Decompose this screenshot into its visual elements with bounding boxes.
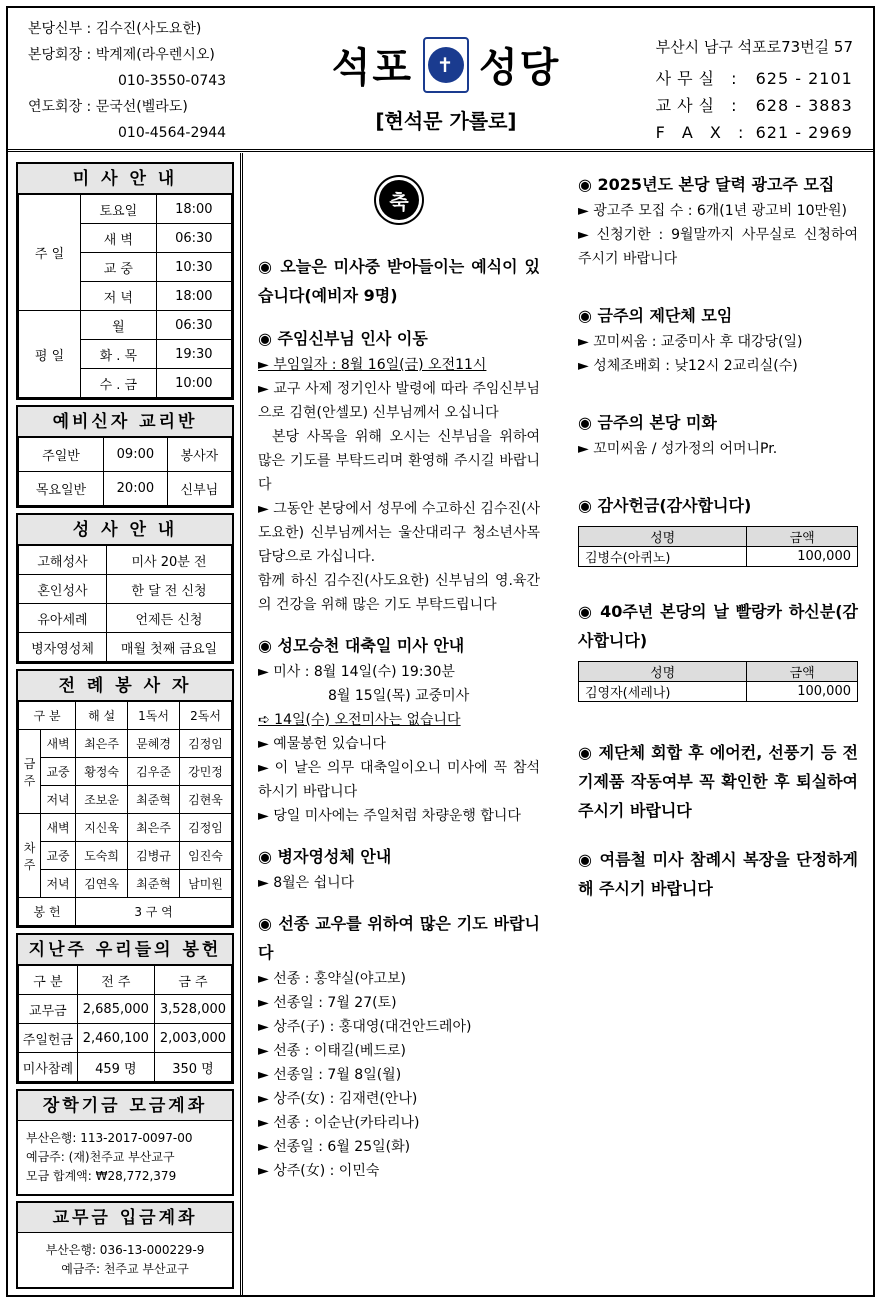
church-logo-icon: ✝ — [423, 37, 469, 93]
table-cell: 김영자(세레나) — [579, 682, 747, 702]
table-cell: 지신욱 — [76, 814, 128, 842]
table-cell: 금주 — [19, 730, 41, 814]
sunday-label: 주 일 — [19, 195, 81, 311]
office-phone: 사무실 : 625 - 2101 — [655, 69, 853, 88]
section-heading: ◉ 감사헌금(감사합니다) — [578, 496, 752, 515]
table-cell: 김정임 — [180, 730, 232, 758]
table-cell: 금액 — [747, 527, 858, 547]
table-cell: 월 — [81, 311, 157, 340]
section-rite — [258, 252, 540, 310]
section-deceased — [258, 909, 540, 1183]
section-text: ► 부임일자 : 8월 16일(금) 오전11시 — [258, 357, 487, 373]
middle-column — [258, 170, 540, 1197]
table-cell: 미사참례 — [19, 1053, 78, 1082]
table-cell: 남미원 — [180, 870, 232, 898]
table-cell: 병자영성체 — [19, 633, 107, 662]
section-text: ► 상주(女) : 이민숙 — [258, 1163, 380, 1179]
table-cell: 09:00 — [103, 438, 167, 472]
sacraments — [16, 513, 234, 664]
pastor-line: 본당신부 : 김수진(사도요한) — [28, 21, 202, 37]
section-heading: ◉ 40주년 본당의 날 빨랑카 하신분(감사합니다) — [578, 602, 858, 650]
table-cell: 10:30 — [156, 253, 231, 282]
table-cell: 저 녁 — [81, 282, 157, 311]
table-cell: 06:30 — [156, 224, 231, 253]
table-cell: 매월 첫째 금요일 — [107, 633, 232, 662]
table-cell: 교중 — [41, 758, 76, 786]
table-cell: 저녁 — [41, 870, 76, 898]
title-left: 석포 — [331, 45, 413, 91]
section-electric-notice — [578, 738, 858, 825]
table-cell: 해 설 — [76, 702, 128, 730]
table-cell: 황정숙 — [76, 758, 128, 786]
fax: F A X : 621 - 2969 — [655, 123, 853, 142]
table-cell: 금 주 — [154, 966, 231, 995]
table-cell: 봉사자 — [167, 438, 231, 472]
table-cell: 2독서 — [180, 702, 232, 730]
table-cell: 문혜경 — [128, 730, 180, 758]
table-cell: 3,528,000 — [154, 995, 231, 1024]
table-cell: 임진숙 — [180, 842, 232, 870]
table-cell: 구 분 — [19, 966, 78, 995]
section-text: ► 예물봉헌 있습니다 — [258, 736, 386, 752]
chair-phone: 010-3550-0743 — [118, 73, 227, 89]
table-cell: 한 달 전 신청 — [107, 575, 232, 604]
section-groups — [578, 301, 858, 378]
section-text: ► 그동안 본당에서 성무에 수고하신 김수진(사도요한) 신부님께서는 울산대리구 청소년사목 담당으로 가십니다. — [258, 501, 540, 565]
section-text: ➪ 14일(수) 오전미사는 없습니다 — [258, 712, 461, 728]
table-cell: 화 . 목 — [81, 340, 157, 369]
mass-table — [18, 194, 232, 398]
table-cell: 김병수(아퀴노) — [579, 547, 747, 567]
table-cell: 김현욱 — [180, 786, 232, 814]
section-text: ► 당일 미사에는 주일처럼 차량운행 합니다 — [258, 808, 521, 824]
alliance-line: 연도회장 : 문국선(벨라도) — [28, 99, 188, 115]
table-cell: 100,000 — [747, 682, 858, 702]
section-heading: ◉ 여름철 미사 참례시 복장을 단정하게 해 주시기 바랍니다 — [578, 850, 858, 898]
header-title-block — [316, 36, 576, 134]
section-text: ► 꼬미씨움 : 교중미사 후 대강당(일) — [578, 334, 803, 350]
table-cell: 교 중 — [81, 253, 157, 282]
section-text: 본당 사목을 위해 오시는 신부님을 위하여 많은 기도를 부탁드리며 환영해 주시길 바랍니다 — [258, 429, 540, 493]
section-text: ► 상주(女) : 김재련(안나) — [258, 1091, 418, 1107]
table-cell: 2,460,100 — [77, 1024, 154, 1053]
patron-subtitle: [현석문 가롤로] — [375, 109, 517, 133]
section-cleaning — [578, 408, 858, 461]
header-contacts — [28, 16, 226, 146]
table-cell: 18:00 — [156, 282, 231, 311]
edu-phone: 교사실 : 628 - 3883 — [655, 96, 853, 115]
table-cell: 강민정 — [180, 758, 232, 786]
catechumen-class — [16, 405, 234, 508]
table-cell: 차주 — [19, 814, 41, 898]
dues-holder: 예금주: 천주교 부산교구 — [61, 1262, 189, 1276]
table-cell: 김연옥 — [76, 870, 128, 898]
section-text: ► 선종 : 이태길(베드로) — [258, 1043, 406, 1059]
dues-bank: 부산은행: 036-13-000229-9 — [45, 1243, 205, 1257]
table-cell: 새벽 — [41, 814, 76, 842]
table-cell: 18:00 — [156, 195, 231, 224]
chair-line: 본당회장 : 박계제(라우렌시오) — [28, 47, 215, 63]
table-cell: 김정임 — [180, 814, 232, 842]
section-heading: ◉ 주임신부님 인사 이동 — [258, 329, 428, 348]
section-heading: ◉ 선종 교우를 위하여 많은 기도 바랍니다 — [258, 914, 540, 962]
section-text: 8월 15일(목) 교중미사 — [328, 688, 470, 704]
table-cell: 수 . 금 — [81, 369, 157, 398]
table-cell: 20:00 — [103, 472, 167, 506]
table-cell: 조보운 — [76, 786, 128, 814]
table-cell: 새벽 — [41, 730, 76, 758]
right-column — [578, 170, 858, 917]
section-sick-communion — [258, 842, 540, 895]
table-cell: 구 분 — [19, 702, 76, 730]
section-assumption — [258, 631, 540, 828]
table-cell: 19:30 — [156, 340, 231, 369]
section-text: ► 꼬미씨움 / 성가정의 어머니Pr. — [578, 441, 778, 457]
table-cell: 언제든 신청 — [107, 604, 232, 633]
address: 부산시 남구 석포로73번길 57 — [655, 38, 853, 56]
table-cell: 성명 — [579, 527, 747, 547]
section-text: ► 선종일 : 6월 25일(화) — [258, 1139, 411, 1155]
table-cell: 성명 — [579, 662, 747, 682]
section-text: ► 8월은 쉽니다 — [258, 875, 355, 891]
lastweek-title: 지난주 우리들의 봉헌 — [18, 935, 232, 965]
table-cell: 2,685,000 — [77, 995, 154, 1024]
section-palanca — [578, 597, 858, 702]
last-week-offering — [16, 933, 234, 1084]
left-column — [16, 162, 234, 1294]
table-cell: 토요일 — [81, 195, 157, 224]
table-cell: 459 명 — [77, 1053, 154, 1082]
church-title — [316, 36, 576, 93]
section-heading: ◉ 제단체 회합 후 에어컨, 선풍기 등 전기제품 작동여부 꼭 확인한 후 퇴실하여 주시기 바랍니다 — [578, 743, 858, 820]
section-text: ► 선종일 : 7월 8일(월) — [258, 1067, 402, 1083]
section-text: ► 선종일 : 7월 27(토) — [258, 995, 397, 1011]
table-cell: 도숙희 — [76, 842, 128, 870]
table-cell: 2,003,000 — [154, 1024, 231, 1053]
section-heading: ◉ 오늘은 미사중 받아들이는 예식이 있습니다(예비자 9명) — [258, 257, 540, 305]
table-cell: 새 벽 — [81, 224, 157, 253]
section-dress-notice — [578, 845, 858, 903]
header — [6, 6, 875, 152]
section-text: 함께 하신 김수진(사도요한) 신부님의 영.육간의 건강을 위해 많은 기도 부탁드립니다 — [258, 573, 540, 613]
header-phones — [656, 34, 853, 146]
table-cell: 10:00 — [156, 369, 231, 398]
scholarship-title: 장학기금 모금계좌 — [18, 1091, 232, 1121]
scholarship-bank: 부산은행: 113-2017-0097-00 — [26, 1131, 193, 1145]
title-right: 성당 — [479, 45, 561, 91]
section-heading: ◉ 성모승천 대축일 미사 안내 — [258, 636, 465, 655]
section-heading: ◉ 병자영성체 안내 — [258, 847, 392, 866]
table-cell: 교중 — [41, 842, 76, 870]
section-text: ► 미사 : 8월 14일(수) 19:30분 — [258, 664, 455, 680]
column-divider — [240, 153, 243, 1297]
table-cell: 최준혁 — [128, 786, 180, 814]
alliance-phone: 010-4564-2944 — [118, 125, 227, 141]
table-cell: 김병규 — [128, 842, 180, 870]
table-cell: 주일헌금 — [19, 1024, 78, 1053]
scholarship-total: 모금 합계액: ₩28,772,379 — [26, 1169, 177, 1183]
weekday-label: 평 일 — [19, 311, 81, 398]
section-text: ► 상주(子) : 홍대영(대건안드레아) — [258, 1019, 472, 1035]
table-cell: 김우준 — [128, 758, 180, 786]
mass-title: 미 사 안 내 — [18, 164, 232, 194]
table-cell: 최은주 — [128, 814, 180, 842]
scholarship-holder: 예금주: (재)천주교 부산교구 — [26, 1150, 175, 1164]
section-text: ► 선종 : 이순난(카타리나) — [258, 1115, 420, 1131]
celebration-seal-icon: 축 — [369, 170, 429, 230]
dues-title: 교무금 입금계좌 — [18, 1203, 232, 1233]
table-cell: 금액 — [747, 662, 858, 682]
table-cell: 혼인성사 — [19, 575, 107, 604]
section-text: ► 선종 : 홍약실(야고보) — [258, 971, 406, 987]
dues-account — [16, 1201, 234, 1289]
table-cell: 최은주 — [76, 730, 128, 758]
section-text: ► 신청기한 : 9월말까지 사무실로 신청하여 주시기 바랍니다 — [578, 227, 858, 267]
section-pastor-transfer — [258, 324, 540, 617]
section-calendar-ads — [578, 170, 858, 271]
table-cell: 목요일반 — [19, 472, 104, 506]
section-text: ► 이 날은 의무 대축일이오니 미사에 꼭 참석하시기 바랍니다 — [258, 760, 540, 800]
table-cell: 최준혁 — [128, 870, 180, 898]
table-cell: 100,000 — [747, 547, 858, 567]
table-cell: 교무금 — [19, 995, 78, 1024]
catechumen-title: 예비신자 교리반 — [18, 407, 232, 437]
table-cell: 1독서 — [128, 702, 180, 730]
table-cell: 미사 20분 전 — [107, 546, 232, 575]
table-cell: 저녁 — [41, 786, 76, 814]
section-heading: ◉ 금주의 본당 미화 — [578, 413, 717, 432]
table-cell: 봉 헌 — [19, 898, 76, 926]
scholarship-account — [16, 1089, 234, 1196]
section-text: ► 성체조배회 : 낮12시 2교리실(수) — [578, 358, 798, 374]
table-cell: 고해성사 — [19, 546, 107, 575]
section-text: ► 광고주 모집 수 : 6개(1년 광고비 10만원) — [578, 203, 847, 219]
section-heading: ◉ 금주의 제단체 모임 — [578, 306, 733, 325]
servers-title: 전 례 봉 사 자 — [18, 671, 232, 701]
section-text: ► 교구 사제 정기인사 발령에 따라 주임신부님으로 김현(안셀모) 신부님께서 오십니다 — [258, 381, 540, 421]
sacraments-title: 성 사 안 내 — [18, 515, 232, 545]
table-cell: 유아세례 — [19, 604, 107, 633]
table-cell: 06:30 — [156, 311, 231, 340]
section-thanks-offering — [578, 491, 858, 567]
section-heading: ◉ 2025년도 본당 달력 광고주 모집 — [578, 175, 835, 194]
table-cell: 주일반 — [19, 438, 104, 472]
table-cell: 신부님 — [167, 472, 231, 506]
mass-schedule — [16, 162, 234, 400]
table-cell: 3 구 역 — [76, 898, 232, 926]
liturgy-servers — [16, 669, 234, 928]
table-cell: 전 주 — [77, 966, 154, 995]
table-cell: 350 명 — [154, 1053, 231, 1082]
